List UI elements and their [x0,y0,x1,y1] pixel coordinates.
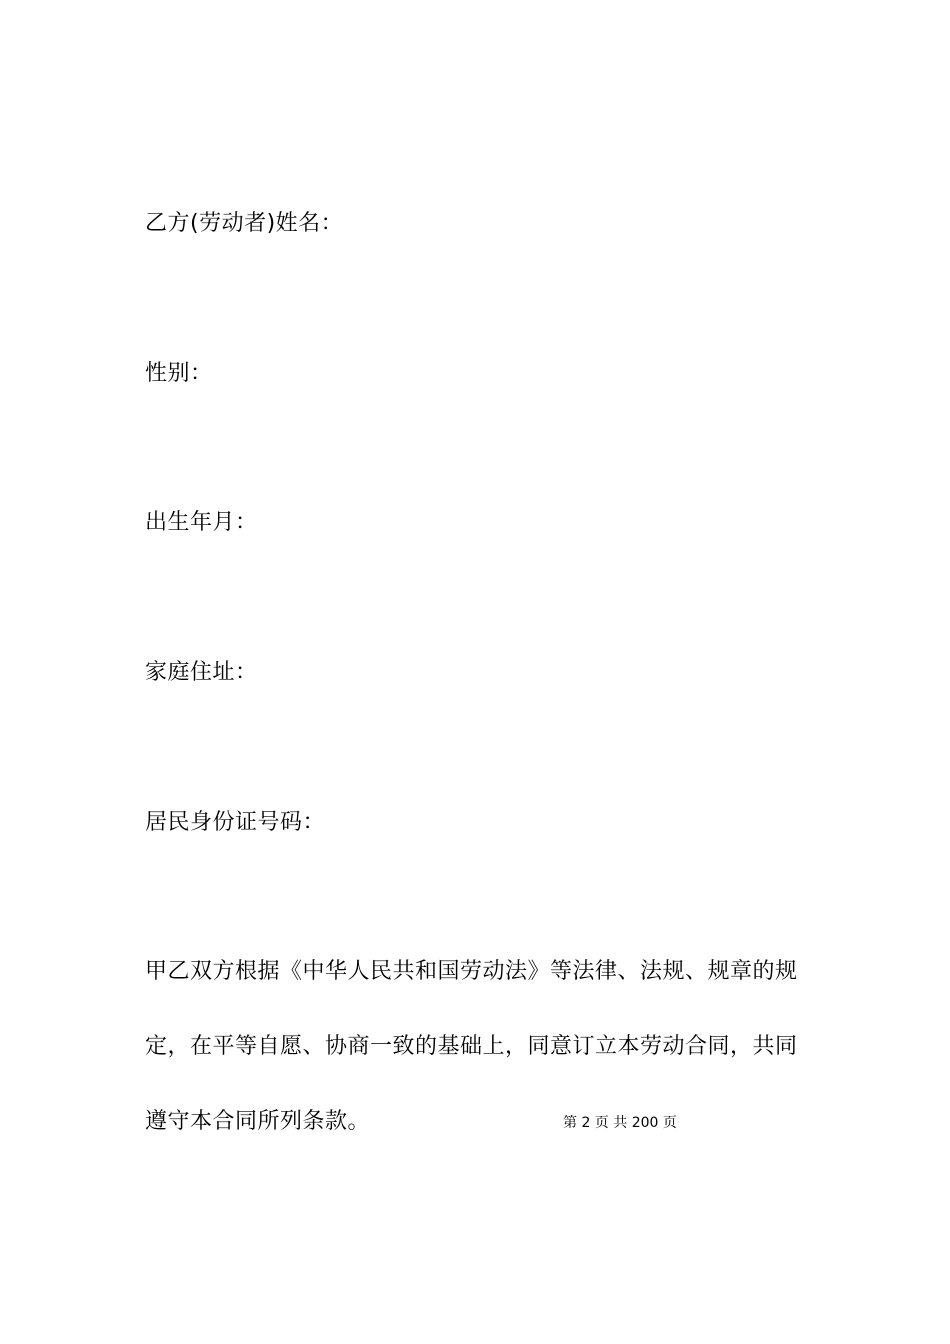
birth-date-label: 出生年月： [145,510,258,535]
page-number: 第 2 页 共 200 页 [563,1115,677,1131]
party-b-name-label: 乙方(劳动者)姓名： [145,211,344,236]
paragraph-line: 甲乙双方根据《中华人民共和国劳动法》等法律、法规、规章的规 [145,959,798,984]
home-address-label: 家庭住址： [145,660,258,685]
id-number-label: 居民身份证号码： [145,810,326,835]
paragraph-line: 定，在平等自愿、协商一致的基础上，同意订立本劳动合同，共同 [145,1034,798,1059]
gender-label: 性别： [145,361,213,386]
paragraph-line: 遵守本合同所列条款。 [145,1109,371,1134]
